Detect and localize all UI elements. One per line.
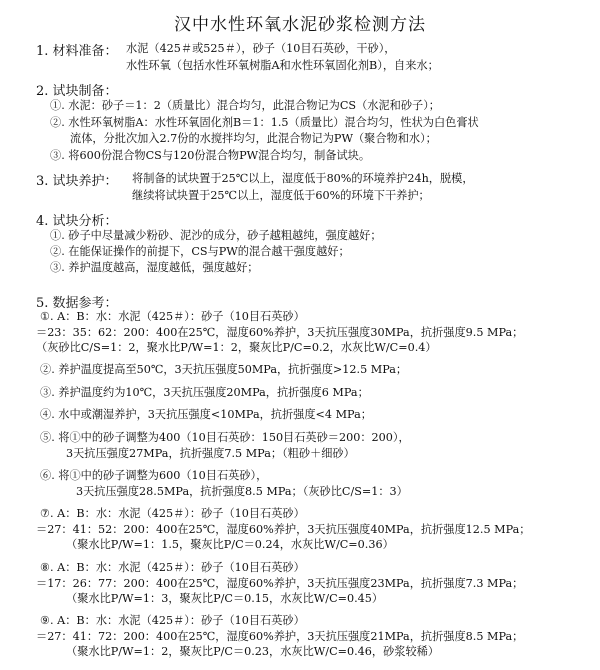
section-4-item-3: ③. 养护温度越高，湿度越低，强度越好； (50, 261, 259, 274)
section-3-line-1: 将制备的试块置于25℃以上，湿度低于80%的环境养护24h，脱模， (132, 172, 474, 185)
section-1-heading: 1. 材料准备： (36, 44, 118, 59)
section-3-heading: 3. 试块养护： (36, 174, 118, 189)
data-7-line-1: ⑦. A：B：水：水泥（425＃）：砂子（10目石英砂） (40, 507, 305, 520)
data-1-line-1: ①. A：B：水：水泥（425＃）：砂子（10目石英砂） (40, 310, 305, 323)
section-2-item-2-line-1: ②. 水性环氧树脂A：水性环氧固化剂B＝1：1.5（质量比）混合均匀，性状为白色膏状 (50, 116, 479, 129)
section-3-line-2: 继续将试块置于25℃以上，湿度低于60%的环境下干养护； (132, 189, 430, 202)
data-6-line-2: 3天抗压强度28.5MPa，抗折强度8.5 MPa；（灰砂比C/S=1：3） (76, 485, 408, 498)
data-7-line-3: （聚水比P/W=1：1.5，聚灰比P/C＝0.24，水灰比W/C=0.36） (66, 538, 394, 551)
section-4-item-2: ②. 在能保证操作的前提下，CS与PW的混合越干强度越好； (50, 245, 350, 258)
section-2-item-1: ①. 水泥：砂子＝1：2（质量比）混合均匀，此混合物记为CS（水泥和砂子）； (50, 99, 440, 112)
section-4-heading: 4. 试块分析： (36, 214, 118, 229)
data-7-line-2: ＝27：41：52：200：400在25℃，湿度60%养护，3天抗压强度40MPa，抗折强度12.5 MPa； (36, 523, 531, 536)
data-1-line-2: ＝23：35：62：200：400在25℃，湿度60%养护，3天抗压强度30MPa，抗折强度9.5 MPa； (36, 326, 524, 339)
data-9-line-1: ⑨. A：B：水：水泥（425＃）：砂子（10目石英砂） (40, 614, 305, 627)
section-2-item-3: ③. 将600份混合物CS与120份混合物PW混合均匀，制备试块。 (50, 149, 371, 162)
section-2-item-2-line-2: 流体，分批次加入2.7份的水搅拌均匀，此混合物记为PW（聚合物和水）； (70, 132, 437, 145)
data-8-line-2: ＝17：26：77：200：400在25℃，湿度60%养护，3天抗压强度23MPa，抗折强度7.3 MPa； (36, 577, 524, 590)
section-1-line-1: 水泥（425＃或525＃），砂子（10目石英砂，干砂）， (126, 42, 396, 55)
data-5-line-2: 3天抗压强度27MPa，抗折强度7.5 MPa；（粗砂＋细砂） (66, 447, 355, 460)
section-4-item-1: ①. 砂子中尽量减少粉砂、泥沙的成分，砂子越粗越纯，强度越好； (50, 229, 382, 242)
data-8-line-3: （聚水比P/W=1：3，聚灰比P/C＝0.15，水灰比W/C=0.45） (66, 592, 384, 605)
data-9-line-2: ＝27：41：72：200：400在25℃，湿度60%养护，3天抗压强度21MPa，抗折强度8.5 MPa； (36, 630, 524, 643)
section-1-line-2: 水性环氧（包括水性环氧树脂A和水性环氧固化剂B），自来水； (126, 59, 439, 72)
data-6-line-1: ⑥. 将①中的砂子调整为600（10目石英砂）， (40, 469, 268, 482)
data-2: ②. 养护温度提高至50℃，3天抗压强度50MPa，抗折强度>12.5 MPa； (40, 363, 408, 376)
section-2-heading: 2. 试块制备： (36, 84, 118, 99)
data-3: ③. 养护温度约为10℃，3天抗压强度20MPa，抗折强度6 MPa； (40, 386, 369, 399)
data-8-line-1: ⑧. A：B：水：水泥（425＃）：砂子（10目石英砂） (40, 561, 305, 574)
data-9-line-3: （聚水比P/W=1：2，聚灰比P/C＝0.23，水灰比W/C=0.46，砂浆较稀） (66, 645, 440, 658)
data-5-line-1: ⑤. 将①中的砂子调整为400（10目石英砂：150目石英砂＝200：200）， (40, 431, 410, 444)
data-1-line-3: （灰砂比C/S=1：2，聚水比P/W=1：2，聚灰比P/C=0.2，水灰比W/C=0.4） (36, 341, 437, 354)
document-title: 汉中水性环氧水泥砂浆检测方法 (174, 15, 426, 35)
data-4: ④. 水中或潮湿养护，3天抗压强度<10MPa，抗折强度<4 MPa； (40, 408, 372, 421)
section-5-heading: 5. 数据参考： (36, 296, 118, 311)
